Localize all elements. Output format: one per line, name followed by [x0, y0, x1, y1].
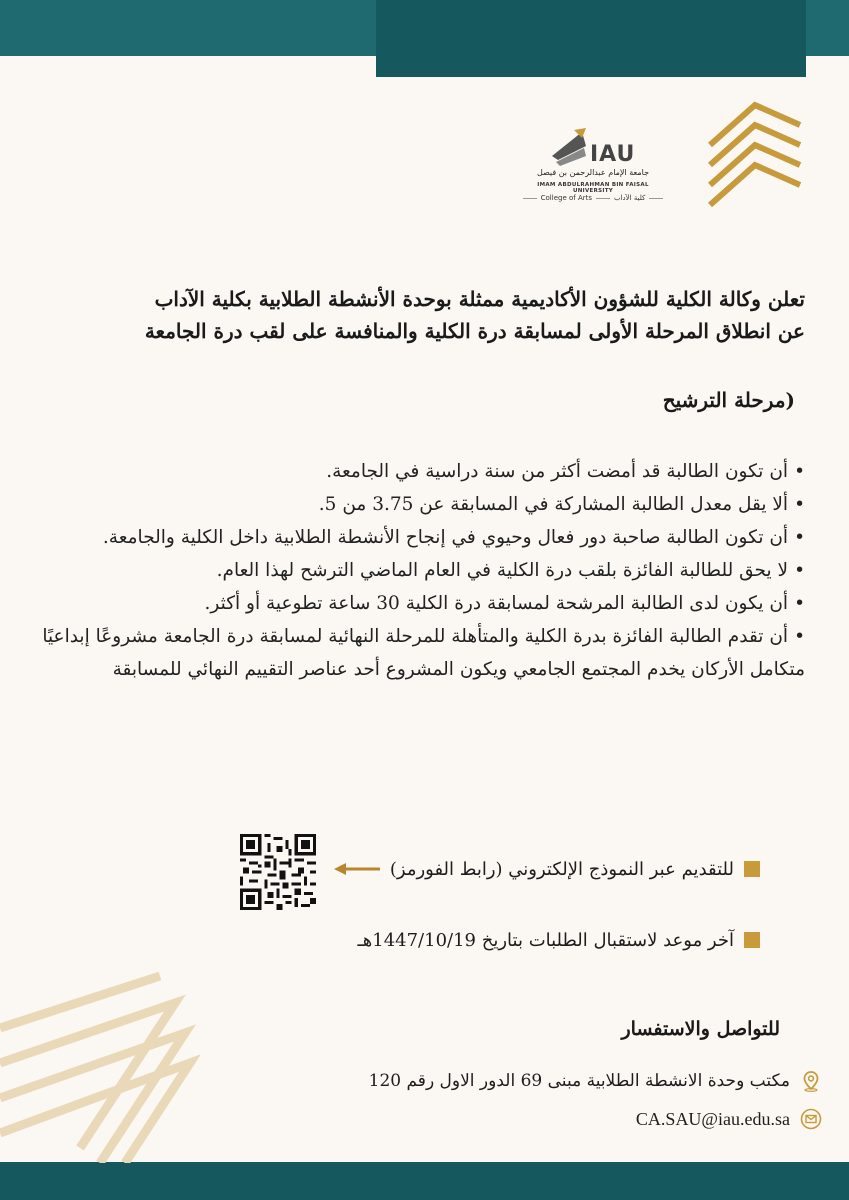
contact-email-row: [300, 1104, 822, 1134]
logo-college-en: College of Arts: [540, 194, 593, 202]
contact-title: للتواصل والاستفسار: [621, 1018, 780, 1040]
top-band-right: [376, 0, 806, 77]
email-icon: [800, 1108, 822, 1130]
deadline-row: [340, 925, 760, 955]
logo-rule-right: [649, 198, 663, 199]
bullet-icon: •: [794, 494, 805, 515]
logo-rule-mid: [596, 198, 610, 199]
gold-chevrons-decoration: [700, 100, 805, 210]
criteria-item: •ألا يقل معدل الطالبة المشاركة في المسابقة عن 3.75 من 5.: [318, 494, 805, 515]
qr-code-icon[interactable]: [240, 834, 316, 910]
contact-email-link[interactable]: CA.SAU@iau.edu.sa: [635, 1108, 790, 1129]
stage-title: (مرحلة الترشيح: [662, 388, 795, 412]
headline-line-2: عن انطلاق المرحلة الأولى لمسابقة درة الكلية والمنافسة على لقب درة الجامعة: [144, 319, 805, 343]
gold-square-icon: [744, 932, 760, 948]
logo-rule-left: [523, 198, 537, 199]
university-logo: [518, 122, 668, 212]
logo-college-line: [518, 194, 668, 202]
contact-address-row: [300, 1066, 822, 1096]
top-band-edge: [806, 0, 849, 56]
arrow-left-icon: [334, 862, 380, 876]
criteria-item: •لا يحق للطالبة الفائزة بلقب درة الكلية في العام الماضي الترشح لهذا العام.: [216, 560, 805, 581]
location-pin-icon: [800, 1070, 822, 1092]
contact-address: مكتب وحدة الانشطة الطلابية مبنى 69 الدور الاول رقم 120: [368, 1071, 790, 1091]
light-chevrons-decoration: [0, 968, 200, 1163]
top-band-left: [0, 0, 376, 56]
logo-english-name: IMAM ABDULRAHMAN BIN FAISAL UNIVERSITY: [537, 182, 649, 194]
bullet-icon: •: [794, 461, 805, 482]
criteria-item: •أن يكون لدى الطالبة المرشحة لمسابقة درة الكلية 30 ساعة تطوعية أو أكثر.: [204, 593, 805, 614]
gold-square-icon: [744, 861, 760, 877]
logo-arabic-name: جامعة الإمام عبدالرحمن بن فيصل: [536, 168, 650, 177]
bullet-icon: •: [794, 626, 805, 647]
bottom-band: [0, 1162, 849, 1200]
criteria-item: •أن تكون الطالبة صاحبة دور فعال وحيوي في إنجاح الأنشطة الطلابية داخل الكلية والجامعة.: [102, 527, 805, 548]
announcement-headline: [100, 283, 805, 347]
bullet-icon: •: [794, 560, 805, 581]
criteria-item: •أن تقدم الطالبة الفائزة بدرة الكلية والمتأهلة للمرحلة النهائية لمسابقة درة الجامعة مشروعًا إبداعيًا متكامل الأركان يخدم المجتمع الجامعي ويكون المشروع أحد عناصر التقييم النهائي للمسابقة: [42, 626, 805, 680]
logo-iau-text: IAU: [590, 142, 636, 167]
criteria-item: •أن تكون الطالبة قد أمضت أكثر من سنة دراسية في الجامعة.: [326, 461, 805, 482]
bullet-icon: •: [794, 527, 805, 548]
deadline-text: آخر موعد لاستقبال الطلبات بتاريخ 1447/10/19هـ: [357, 929, 734, 951]
apply-row: [340, 854, 760, 884]
logo-college-ar: كلية الآداب: [614, 194, 646, 202]
bullet-icon: •: [794, 593, 805, 614]
university-emblem-icon: [548, 126, 590, 168]
criteria-list: [40, 455, 805, 686]
apply-link-text[interactable]: للتقديم عبر النموذج الإلكتروني (رابط الفورمز): [389, 858, 734, 880]
headline-line-1: تعلن وكالة الكلية للشؤون الأكاديمية ممثلة بوحدة الأنشطة الطلابية بكلية الآداب: [154, 287, 805, 311]
